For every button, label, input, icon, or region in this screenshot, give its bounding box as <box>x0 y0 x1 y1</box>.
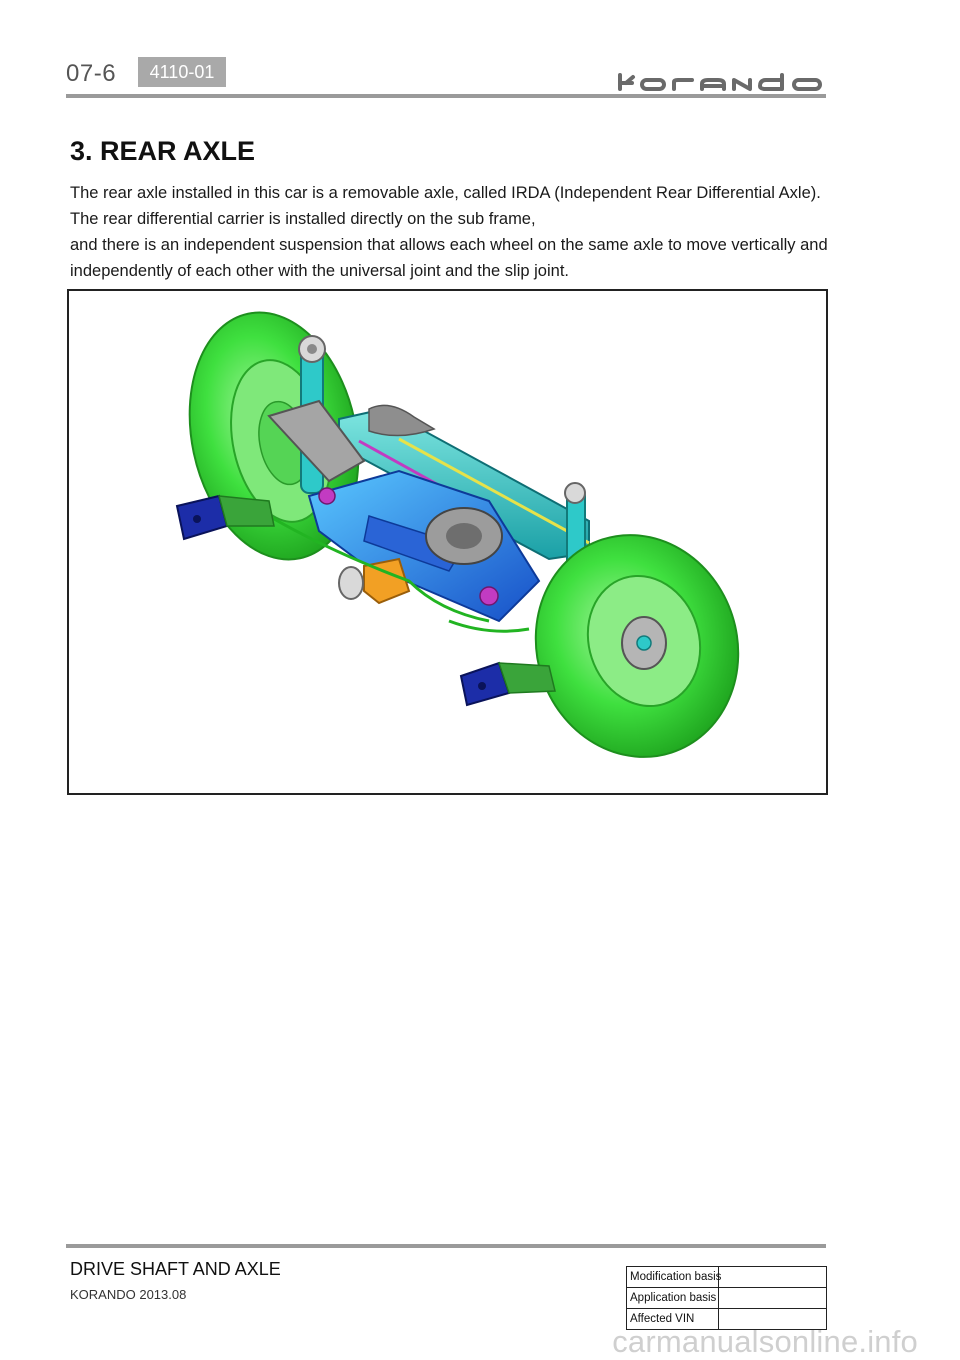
footer-divider <box>66 1244 826 1248</box>
watermark: carmanualsonline.info <box>612 1324 918 1359</box>
paragraph-line: and there is an independent suspension that allows each wheel on the same axle to move vertically and <box>70 236 828 254</box>
rear-axle-figure <box>67 289 828 795</box>
basis-value <box>719 1288 827 1309</box>
basis-label: Modification basis <box>627 1267 719 1288</box>
modification-basis-table <box>626 1266 827 1330</box>
differential-carrier <box>426 508 502 564</box>
basis-label: Application basis <box>627 1288 719 1309</box>
paragraph-line: The rear axle installed in this car is a removable axle, called IRDA (Independent Rear Differential Axle). <box>70 184 821 202</box>
korando-logo <box>616 72 828 92</box>
table-row <box>627 1288 827 1309</box>
basis-value <box>719 1267 827 1288</box>
rear-axle-illustration <box>69 291 826 793</box>
section-code-badge: 4110-01 <box>138 57 226 87</box>
basis-label: Affected VIN <box>627 1309 719 1330</box>
page-number: 07-6 <box>66 60 117 87</box>
table-row <box>627 1267 827 1288</box>
propeller-shaft-flange <box>339 559 409 603</box>
paragraph-line: independently of each other with the universal joint and the slip joint. <box>70 262 569 280</box>
header-divider <box>66 94 826 98</box>
intro-paragraph <box>70 180 840 284</box>
footer-model-date: KORANDO 2013.08 <box>70 1287 187 1302</box>
paragraph-line: The rear differential carrier is installed directly on the sub frame, <box>70 210 536 228</box>
section-title: 3. REAR AXLE <box>70 136 256 166</box>
footer-chapter-title: DRIVE SHAFT AND AXLE <box>70 1259 281 1279</box>
right-frame-mount <box>461 663 555 705</box>
